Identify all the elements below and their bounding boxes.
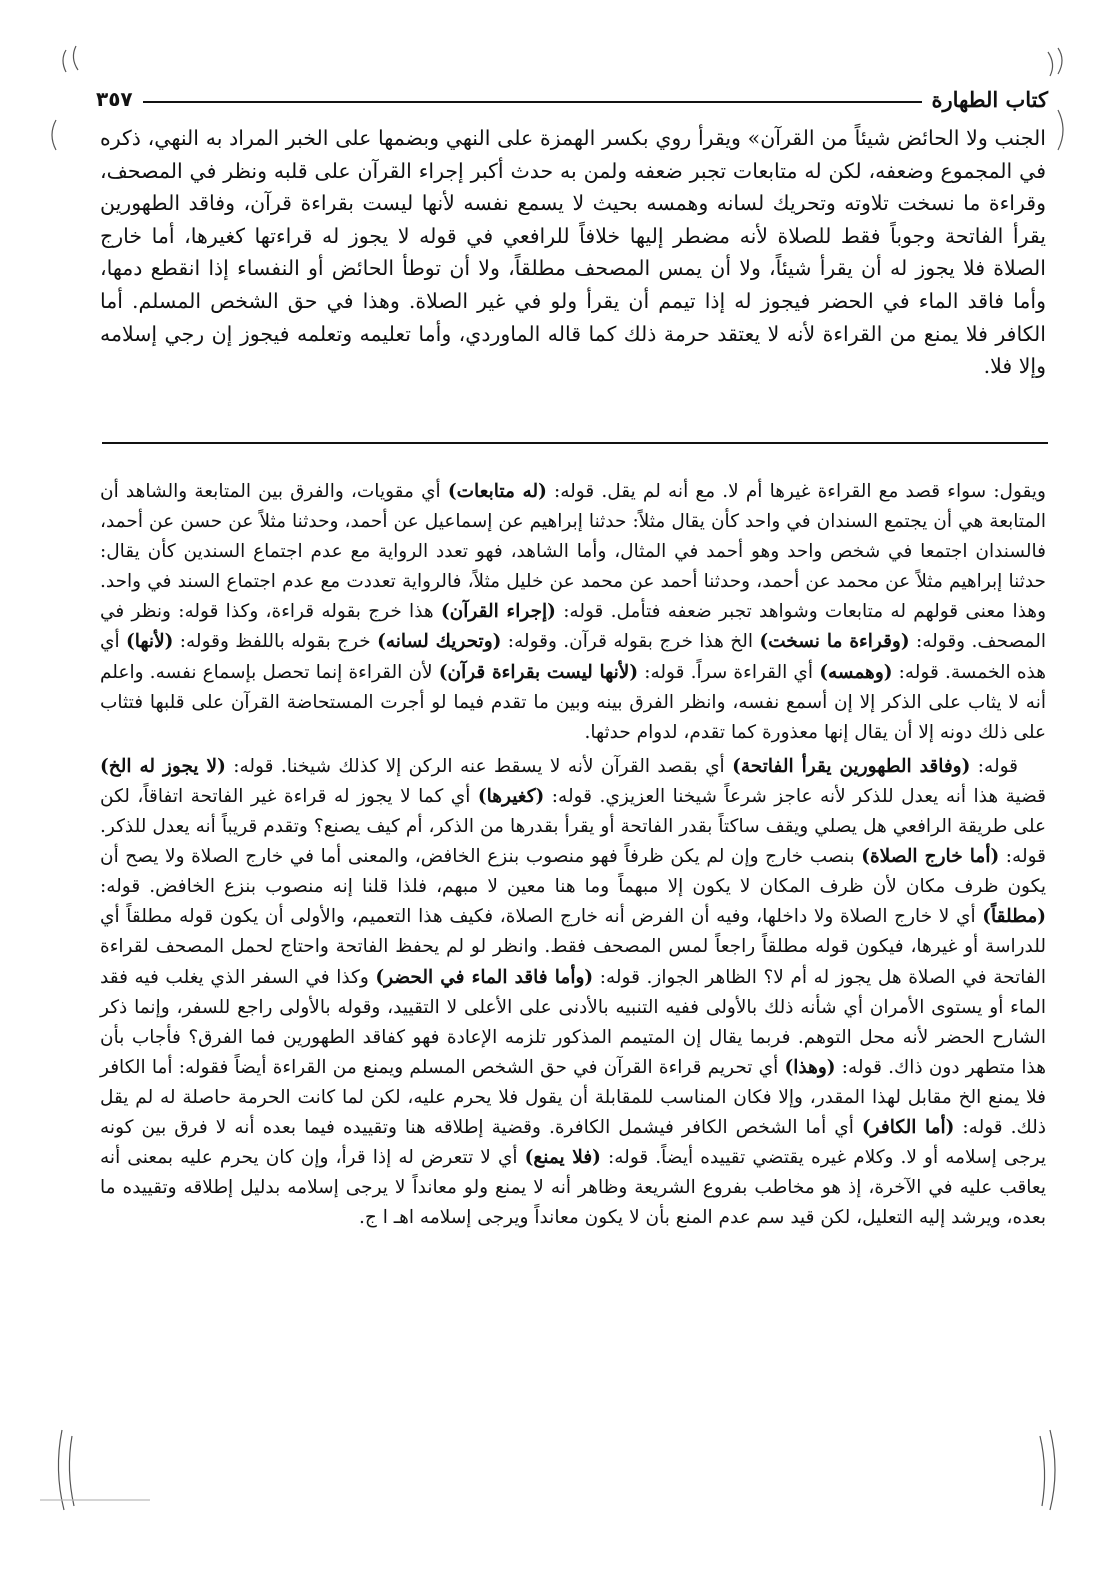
main-paragraph xyxy=(100,122,1046,383)
commentary-run: أي بقصد القرآن لأنه لا يسقط عنه الركن إلا كذلك شيخنا. قوله: xyxy=(225,755,733,777)
commentary-run: ويقول: سواء قصد مع القراءة غيرها أم لا. مع أنه لم يقل. قوله: xyxy=(546,481,1046,502)
commentary-text xyxy=(100,477,1046,1233)
commentary-run: وكذا في السفر الذي يغلب فيه فقد الماء أو يستوى الأمران أي شأنه ذلك بالأولى ففيه التنبيه بالأدنى على الأعلى لا التقييد، وقوله بالأولى راجع للسفر، وإنما ذكر الشارح الحضر لأنه محل التوهم. فربما يقال إن المتيمم المذكور تلزمه الإعادة فهو كفاقد الطهورين فما الفرق؟ فأجاب بأن هذا متطهر دون ذاك. قوله: xyxy=(100,966,1046,1078)
commentary-run: أي هذه الخمسة. قوله: xyxy=(100,631,1046,683)
commentary-run: أي تحريم قراءة القرآن في حق الشخص المسلم ويمنع من القراءة أيضاً فقوله: أما الكافر فلا يمنع الخ مقابل لهذا المقدر، وإلا فكان المناسب للمقابلة أن يقول فلا يحرم عليه، لكن لما كانت الحرمة حاصلة له لم يقل ذلك. قوله: xyxy=(100,1056,1046,1138)
quoted-term: (أما الكافر) xyxy=(861,1116,955,1138)
commentary-run: أي كما لا يجوز له قراءة غير الفاتحة اتفاقاً، لكن على طريقة الرافعي هل يصلي ويقف ساكتاً بقدر الفاتحة أو يقرأ بقدرها من الذكر، أم كيف يصنع؟ وتقدم قريباً أنه يعدل للذكر. قوله: xyxy=(100,785,1046,868)
commentary-run: لأن القراءة إنما تحصل بإسماع نفسه. واعلم أنه لا يثاب على الذكر إلا إن أسمع نفسه، وانظر الفرق بينه وبين ما تقدم فيما لو أجرت المستحاضة القرآن على قلبها فتثاب على ذلك دونه إلا أن يقال إنها معذورة كما تقدم، لدوام حدثها. xyxy=(100,661,1046,743)
commentary-run: خرج بقوله باللفظ وقوله: xyxy=(173,631,378,653)
page-number: ٣٥٧ xyxy=(96,87,133,111)
main-paragraph-text: الجنب ولا الحائض شيئاً من القرآن» ويقرأ روي بكسر الهمزة على النهي وبضمها على الخبر المراد به النهي، ذكره في المجموع وضعفه، لكن له متابعات تجبر ضعفه ولمن به حدث أكبر إجراء القرآن على قلبه ونظر في المصحف، وقراءة ما نسخت تلاوته وتحريك لسانه وهمسه بحيث لا يسمع نفسه لأنها ليست بقراءة قرآن، وفاقد الطهورين يقرأ الفاتحة وجوباً فقط للصلاة لأنه مضطر إليها خلافاً للرافعي في قوله لا يجوز له قراءتها كغيرها، أما خارج الصلاة فلا يجوز له أن يقرأ شيئاً، ولا أن يمس المصحف مطلقاً، ولا أن توطأ الحائض أو النفساء إذا انقطع دمها، وأما فاقد الماء في الحضر فيجوز له إذا تيمم أن يقرأ ولو في غير الصلاة. وهذا في حق الشخص المسلم. أما الكافر فلا يمنع من القراءة لأنه لا يعتقد حرمة ذلك كما قاله الماوردي، وأما تعليمه وتعلمه فيجوز إن رجي إسلامه وإلا فلا. xyxy=(100,126,1046,379)
commentary-run: أي أما الشخص الكافر فيشمل الكافرة. وقضية إطلاقه هنا وتقييده فيما بعده أنه لا فرق بين كونه يرجى إسلامه أو لا. وكلام غيره يقتضي تقييده أيضاً. قوله: xyxy=(100,1116,1046,1169)
quoted-term: (إجراء القرآن) xyxy=(440,601,556,623)
quoted-term: (وتحريك لسانه) xyxy=(377,631,502,653)
commentary-run: قوله: xyxy=(970,755,1018,777)
commentary-run: هذا خرج بقوله قراءة، وكذا قوله: ونظر في المصحف. وقوله: xyxy=(100,601,1046,653)
quoted-term: (لأنها ليست بقراءة قرآن) xyxy=(438,661,639,683)
quoted-term: (مطلقاً) xyxy=(982,906,1046,928)
quoted-term: (لأنها) xyxy=(126,631,174,653)
commentary-paragraph-1 xyxy=(100,477,1046,748)
chapter-title: كتاب الطهارة xyxy=(931,86,1048,112)
commentary-paragraph-2 xyxy=(100,752,1046,1234)
quoted-term: (وهمسه) xyxy=(819,661,893,683)
quoted-term: (وأما فاقد الماء في الحضر) xyxy=(375,966,594,988)
footnote-separator xyxy=(102,442,1048,444)
commentary-run: الخ هذا خرج بقوله قرآن. وقوله: xyxy=(501,631,760,653)
commentary-run: أي لا خارج الصلاة ولا داخلها، وفيه أن الفرض أنه خارج الصلاة، فكيف هذا التعميم، والأولى أن يكون قوله مطلقاً أي للدراسة أو غيرها، فيكون قوله مطلقاً راجعاً لمس المصحف فقط. وانظر لو لم يحفظ الفاتحة واحتاج لحمل المصحف لقراءة الفاتحة في الصلاة هل يجوز له أم لا؟ الظاهر الجواز. قوله: xyxy=(100,906,1046,988)
quoted-term: (لا يجوز له الخ) xyxy=(100,755,226,777)
page-header xyxy=(96,84,1048,114)
quoted-term: (فلا يمنع) xyxy=(524,1147,601,1169)
commentary-run: بنصب خارج وإن لم يكن ظرفاً فهو منصوب بنزع الخافض، والمعنى أما في خارج الصلاة ولا يصح أن يكون ظرف مكان لأن ظرف المكان لا يكون إلا مبهماً وما هنا معين لا مبهم، فلذا قلنا إنه منصوب بنزع الخافض. قوله: xyxy=(100,846,1046,898)
quoted-term: (كغيرها) xyxy=(477,785,545,807)
quoted-term: (وفاقد الطهورين يقرأ الفاتحة) xyxy=(732,755,971,777)
commentary-run: أي مقويات، والفرق بين المتابعة والشاهد أن المتابعة هي أن يجتمع السندان في واحد كأن يقال مثلاً: حدثنا إبراهيم عن إسماعيل عن أحمد، وحدثنا مثلاً عن حسن عن أحمد، فالسندان اجتمعا في شخص واحد وهو أحمد في المثال، وأما الشاهد، فهو تعدد الرواية مع عدم اجتماع السندين كأن يقال: حدثنا إبراهيم مثلاً عن محمد عن أحمد، وحدثنا أحمد عن محمد عن خليل مثلاً، فالرواية تعددت مع عدم اجتماع السند في واحد. وهذا معنى قولهم له متابعات وشواهد تجبر ضعفه فتأمل. قوله: xyxy=(100,481,1046,623)
quoted-term: (أما خارج الصلاة) xyxy=(861,846,1000,868)
commentary-run: قضية هذا أنه يعدل للذكر لأنه عاجز شرعاً شيخنا العزيزي. قوله: xyxy=(544,785,1046,807)
commentary-run: أي القراءة سراً. قوله: xyxy=(638,661,820,683)
quoted-term: (له متابعات) xyxy=(447,481,547,502)
header-rule xyxy=(143,101,922,103)
quoted-term: (وقراءة ما نسخت) xyxy=(759,631,910,653)
commentary-run: أي لا تتعرض له إذا قرأ، وإن كان يحرم عليه بمعنى أنه يعاقب عليه في الآخرة، إذ هو مخاطب بفروع الشريعة وظاهر أنه لا يمنع ولو معانداً لا يرجى إسلامه بدليل إطلاقه وتقييده ما بعده، ويرشد إليه التعليل، لكن قيد سم عدم المنع بأن لا يكون معانداً ويرجى إسلامه اهـ ا ج. xyxy=(100,1147,1046,1229)
main-text xyxy=(100,122,1046,383)
quoted-term: (وهذا) xyxy=(784,1056,836,1078)
